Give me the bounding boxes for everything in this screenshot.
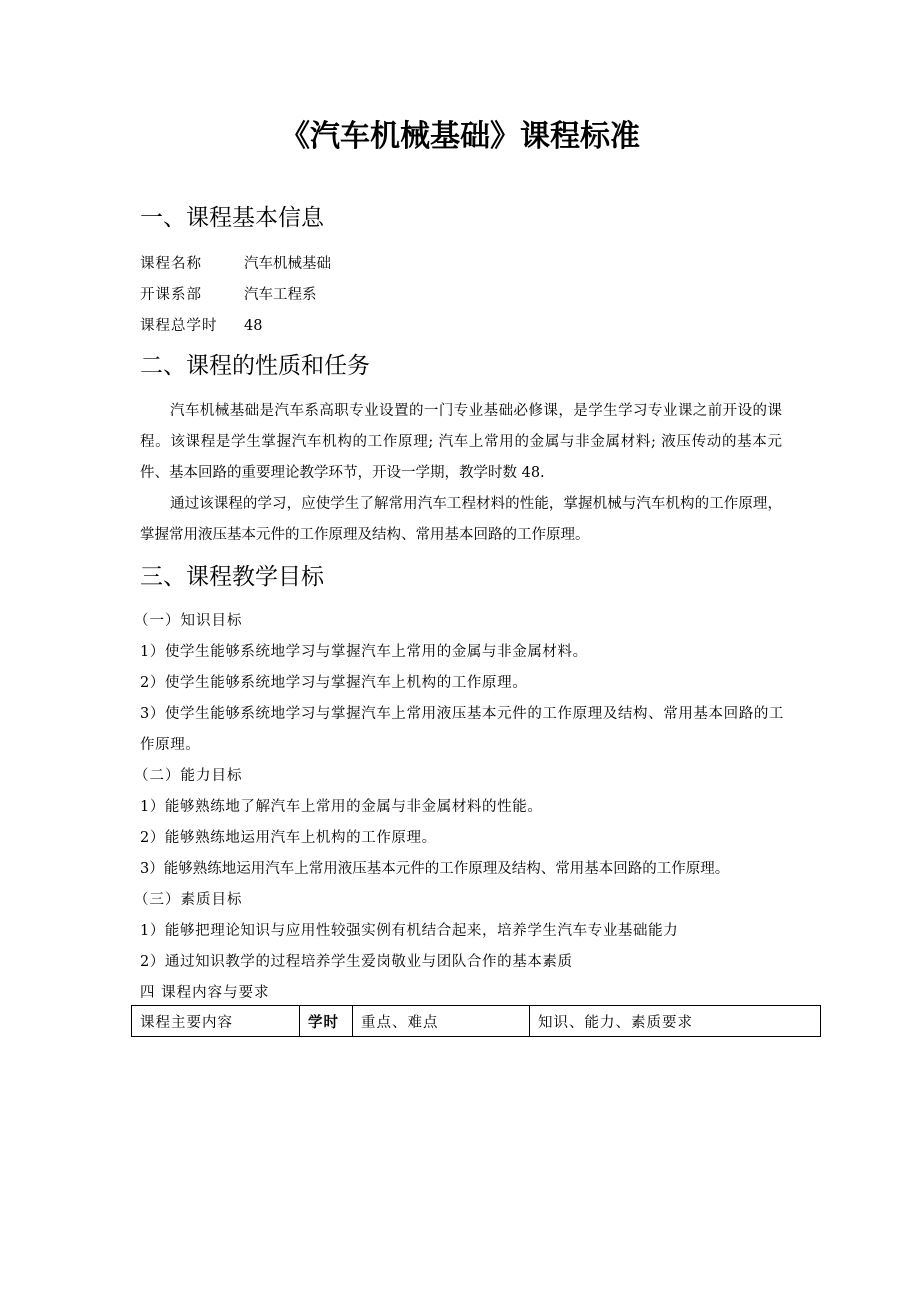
table-header-cell: 知识、能力、素质要求 [530,1006,821,1037]
info-row-course-name [140,249,331,280]
table-header-row [132,1006,821,1037]
knowledge-goal-item: 3）使学生能够系统地学习与掌握汽车上常用液压基本元件的工作原理及结构、常用基本回路的工作原理。 [140,706,785,753]
course-content-table [131,1005,821,1037]
info-label: 课程总学时 [140,318,218,334]
section2-paragraph-2: 通过该课程的学习，应使学生了解常用汽车工程材料的性能，掌握机械与汽车机构的工作原理，掌握常用液压基本元件的工作原理及结构、常用基本回路的工作原理。 [140,496,782,543]
info-value: 48 [244,318,263,334]
info-value: 汽车工程系 [244,287,317,303]
quality-goal-item: 1）能够把理论知识与应用性较强实例有机结合起来，培养学生汽车专业基础能力 [140,923,679,939]
knowledge-goals-label: （一）知识目标 [134,613,243,629]
section4-heading: 四 课程内容与要求 [140,985,270,1001]
info-row-department [140,280,317,311]
quality-goals-label: （三）素质目标 [134,892,243,908]
section1-heading: 一、课程基本信息 [140,205,324,231]
section2-paragraph-1: 汽车机械基础是汽车系高职专业设置的一门专业基础必修课，是学生学习专业课之前开设的课程。该课程是学生掌握汽车机构的工作原理; 汽车上常用的金属与非金属材料; 液压传动的基本元件、基本回路的重要理论教学环节，开设一学期，教学时数 48. [140,403,782,481]
table-header-cell: 重点、难点 [353,1006,530,1037]
info-label: 课程名称 [140,256,202,272]
table-header-cell: 学时 [300,1006,353,1037]
section2-heading: 二、课程的性质和任务 [140,353,370,379]
table-header-cell: 课程主要内容 [132,1006,300,1037]
ability-goal-item: 1）能够熟练地了解汽车上常用的金属与非金属材料的性能。 [140,799,543,815]
section3-heading: 三、课程教学目标 [140,564,324,590]
info-value: 汽车机械基础 [244,256,331,272]
ability-goals-label: （二）能力目标 [134,768,243,784]
info-row-total-hours [140,311,262,342]
info-label: 开课系部 [140,287,202,303]
document-title: 《汽车机械基础》课程标准 [280,119,640,154]
ability-goal-item: 2）能够熟练地运用汽车上机构的工作原理。 [140,830,437,846]
knowledge-goal-item: 1）使学生能够系统地学习与掌握汽车上常用的金属与非金属材料。 [140,644,588,660]
ability-goal-item: 3）能够熟练地运用汽车上常用液压基本元件的工作原理及结构、常用基本回路的工作原理。 [140,861,730,877]
quality-goal-item: 2）通过知识教学的过程培养学生爱岗敬业与团队合作的基本素质 [140,954,573,970]
knowledge-goal-item: 2）使学生能够系统地学习与掌握汽车上机构的工作原理。 [140,675,528,691]
